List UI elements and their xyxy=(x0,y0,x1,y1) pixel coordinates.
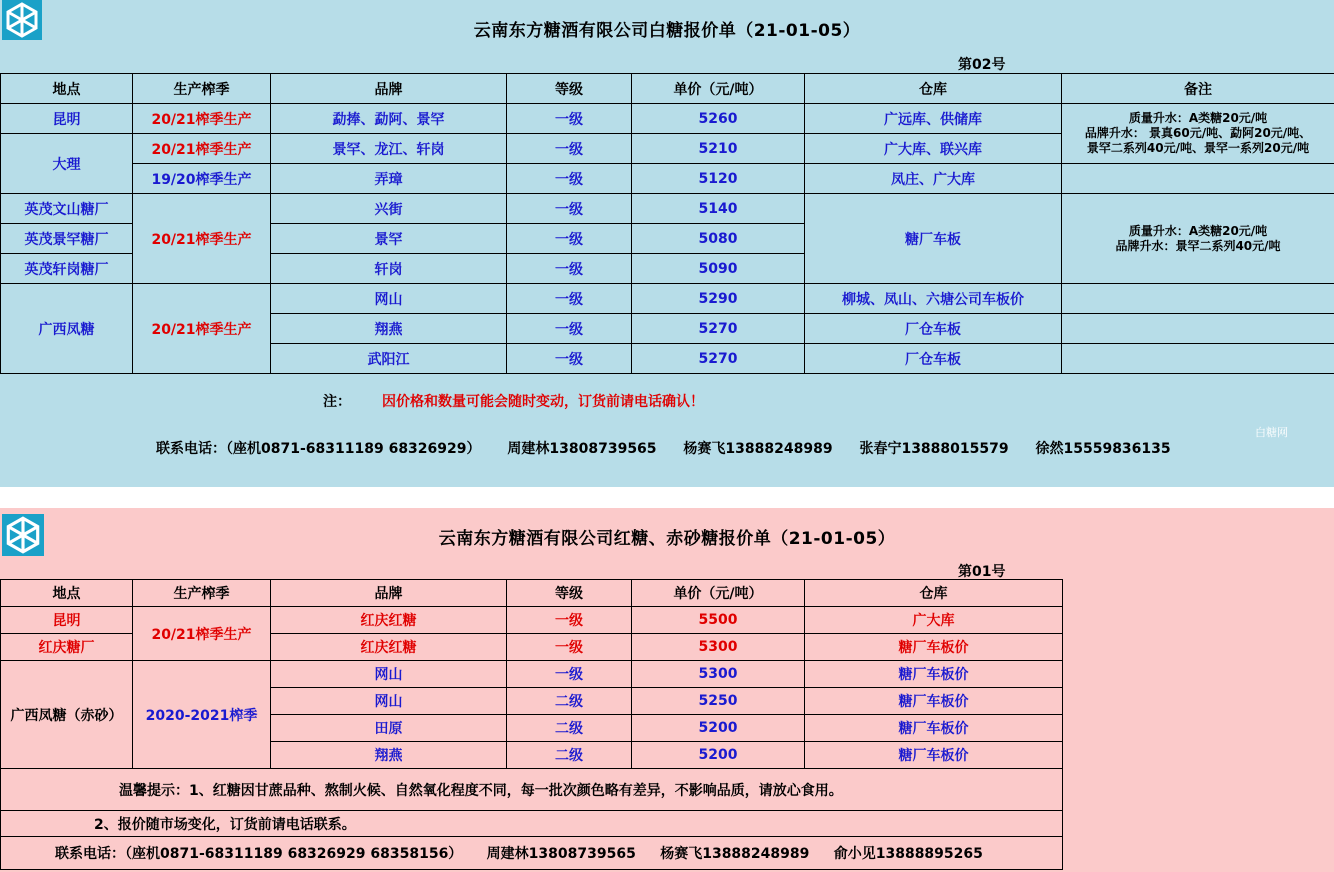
location-cell: 广西凤糖 xyxy=(1,284,133,374)
grade-cell: 一级 xyxy=(507,164,632,194)
brand-cell: 景罕 xyxy=(271,224,507,254)
price-cell: 5120 xyxy=(632,164,805,194)
remark-cell xyxy=(1062,194,1334,284)
red-sugar-sheet xyxy=(0,508,1334,872)
warehouse-cell: 糖厂车板价 xyxy=(805,742,1063,769)
red-price-table xyxy=(0,579,1063,870)
season-cell: 20/21榨季生产 xyxy=(133,134,271,164)
brand-cell: 网山 xyxy=(271,688,507,715)
price-cell: 5290 xyxy=(632,284,805,314)
warehouse-cell: 糖厂车板价 xyxy=(805,661,1063,688)
white-doc-number: 第02号 xyxy=(958,57,1006,73)
season-cell: 20/21榨季生产 xyxy=(133,194,271,284)
remark-cell xyxy=(1062,284,1334,314)
price-cell: 5260 xyxy=(632,104,805,134)
header-season: 生产榨季 xyxy=(133,74,271,104)
location-cell: 英茂文山糖厂 xyxy=(1,194,133,224)
grade-cell: 一级 xyxy=(507,134,632,164)
remark-line: 质量升水：A类糖20元/吨 xyxy=(1128,223,1268,238)
season-cell: 20/21榨季生产 xyxy=(133,104,271,134)
warehouse-cell: 糖厂车板价 xyxy=(805,688,1063,715)
red-sheet-title: 云南东方糖酒有限公司红糖、赤砂糖报价单（21-01-05） xyxy=(438,529,896,549)
price-cell: 5500 xyxy=(632,607,805,634)
grade-cell: 二级 xyxy=(507,715,632,742)
grade-cell: 一级 xyxy=(507,254,632,284)
tip-text-2: 2、报价随市场变化，订货前请电话联系。 xyxy=(94,816,356,833)
warehouse-cell: 广大库、联兴库 xyxy=(805,134,1062,164)
season-cell: 20/21榨季生产 xyxy=(133,607,271,661)
grade-cell: 二级 xyxy=(507,688,632,715)
header-grade: 等级 xyxy=(507,580,632,607)
price-cell: 5200 xyxy=(632,742,805,769)
remark-cell xyxy=(1062,104,1334,164)
white-price-table xyxy=(0,73,1334,374)
remark-cell xyxy=(1062,164,1334,194)
header-brand: 品牌 xyxy=(271,580,507,607)
contact-phone-line: 联系电话：（座机0871-68311189 68326929） xyxy=(156,441,481,457)
warehouse-cell: 广远库、供储库 xyxy=(805,104,1062,134)
grade-cell: 一级 xyxy=(507,194,632,224)
warehouse-cell: 柳城、凤山、六塘公司车板价 xyxy=(805,284,1062,314)
brand-cell: 兴街 xyxy=(271,194,507,224)
contact-row xyxy=(1,837,1063,870)
header-location: 地点 xyxy=(1,580,133,607)
warehouse-cell: 厂仓车板 xyxy=(805,344,1062,374)
header-remark: 备注 xyxy=(1062,74,1334,104)
header-price: 单价（元/吨） xyxy=(632,580,805,607)
white-contacts xyxy=(156,438,1193,458)
price-cell: 5250 xyxy=(632,688,805,715)
price-cell: 5210 xyxy=(632,134,805,164)
price-cell: 5300 xyxy=(632,634,805,661)
table-header-row xyxy=(1,74,1334,104)
remark-cell xyxy=(1062,314,1334,344)
grade-cell: 一级 xyxy=(507,607,632,634)
brand-cell: 红庆红糖 xyxy=(271,607,507,634)
note-text: 因价格和数量可能会随时变动，订货前请电话确认！ xyxy=(382,394,704,410)
white-sheet-title: 云南东方糖酒有限公司白糖报价单（21-01-05） xyxy=(473,21,861,41)
grade-cell: 一级 xyxy=(507,224,632,254)
header-warehouse: 仓库 xyxy=(805,74,1062,104)
location-cell: 大理 xyxy=(1,134,133,194)
brand-cell: 弄璋 xyxy=(271,164,507,194)
header-price: 单价（元/吨） xyxy=(632,74,805,104)
brand-cell: 勐捧、勐阿、景罕 xyxy=(271,104,507,134)
location-cell: 英茂景罕糖厂 xyxy=(1,224,133,254)
red-contacts: 联系电话：（座机0871-68311189 68326929 68358156） 周建林13808739565 杨赛飞13888248989 俞小见13888895265 xyxy=(55,846,983,862)
tip-row xyxy=(1,811,1063,837)
grade-cell: 一级 xyxy=(507,104,632,134)
location-cell: 广西凤糖（赤砂） xyxy=(1,661,133,769)
contact-person: 张春宁13888015579 xyxy=(859,441,1009,457)
table-row xyxy=(1,661,1063,688)
season-cell: 2020-2021榨季 xyxy=(133,661,271,769)
header-grade: 等级 xyxy=(507,74,632,104)
price-cell: 5140 xyxy=(632,194,805,224)
warehouse-cell: 糖厂车板价 xyxy=(805,715,1063,742)
remark-line: 景罕二系列40元/吨、景罕一系列20元/吨 xyxy=(1086,141,1310,155)
grade-cell: 一级 xyxy=(507,314,632,344)
watermark: 白糖网 xyxy=(1255,426,1288,439)
header-warehouse: 仓库 xyxy=(805,580,1063,607)
remark-line: 品牌升水：景罕二系列40元/吨 xyxy=(1115,238,1281,253)
brand-cell: 景罕、龙江、轩岗 xyxy=(271,134,507,164)
table-row xyxy=(1,164,1334,194)
red-doc-number: 第01号 xyxy=(958,564,1006,580)
warehouse-cell: 糖厂车板 xyxy=(805,194,1062,284)
grade-cell: 二级 xyxy=(507,742,632,769)
location-cell: 英茂轩岗糖厂 xyxy=(1,254,133,284)
contact-cell xyxy=(1,837,1063,870)
grade-cell: 一级 xyxy=(507,634,632,661)
remark-cell xyxy=(1062,344,1334,374)
warehouse-cell: 糖厂车板价 xyxy=(805,634,1063,661)
price-cell: 5080 xyxy=(632,224,805,254)
location-cell: 昆明 xyxy=(1,607,133,634)
header-season: 生产榨季 xyxy=(133,580,271,607)
table-row xyxy=(1,607,1063,634)
remark-line: 品牌升水： 景真60元/吨、勐阿20元/吨、 xyxy=(1084,126,1312,140)
contact-person: 徐然15559836135 xyxy=(1035,441,1171,457)
brand-cell: 翔燕 xyxy=(271,742,507,769)
season-cell: 20/21榨季生产 xyxy=(133,284,271,374)
brand-cell: 武阳江 xyxy=(271,344,507,374)
warehouse-cell: 厂仓车板 xyxy=(805,314,1062,344)
contact-person: 周建林13808739565 xyxy=(507,441,657,457)
table-row xyxy=(1,284,1334,314)
warehouse-cell: 凤庄、广大库 xyxy=(805,164,1062,194)
contact-person: 杨赛飞13888248989 xyxy=(683,441,833,457)
remark-line: 质量升水：A类糖20元/吨 xyxy=(1128,111,1268,125)
grade-cell: 一级 xyxy=(507,284,632,314)
price-cell: 5270 xyxy=(632,314,805,344)
brand-cell: 轩岗 xyxy=(271,254,507,284)
brand-cell: 田原 xyxy=(271,715,507,742)
header-location: 地点 xyxy=(1,74,133,104)
price-cell: 5200 xyxy=(632,715,805,742)
table-row xyxy=(1,104,1334,134)
price-cell: 5300 xyxy=(632,661,805,688)
warehouse-cell: 广大库 xyxy=(805,607,1063,634)
price-cell: 5270 xyxy=(632,344,805,374)
season-cell: 19/20榨季生产 xyxy=(133,164,271,194)
grade-cell: 一级 xyxy=(507,661,632,688)
brand-cell: 网山 xyxy=(271,661,507,688)
brand-cell: 翔燕 xyxy=(271,314,507,344)
location-cell: 红庆糖厂 xyxy=(1,634,133,661)
grade-cell: 一级 xyxy=(507,344,632,374)
tip-cell xyxy=(1,769,1063,811)
brand-cell: 网山 xyxy=(271,284,507,314)
price-cell: 5090 xyxy=(632,254,805,284)
table-header-row xyxy=(1,580,1063,607)
brand-cell: 红庆红糖 xyxy=(271,634,507,661)
table-row xyxy=(1,194,1334,224)
location-cell: 昆明 xyxy=(1,104,133,134)
tip-cell xyxy=(1,811,1063,837)
note-label: 注： xyxy=(323,394,351,410)
tip-row xyxy=(1,769,1063,811)
tip-text-1: 温馨提示：1、红糖因甘蔗品种、熬制火候、自然氧化程度不同，每一批次颜色略有差异，不影响品质，请放心食用。 xyxy=(119,782,843,799)
header-brand: 品牌 xyxy=(271,74,507,104)
